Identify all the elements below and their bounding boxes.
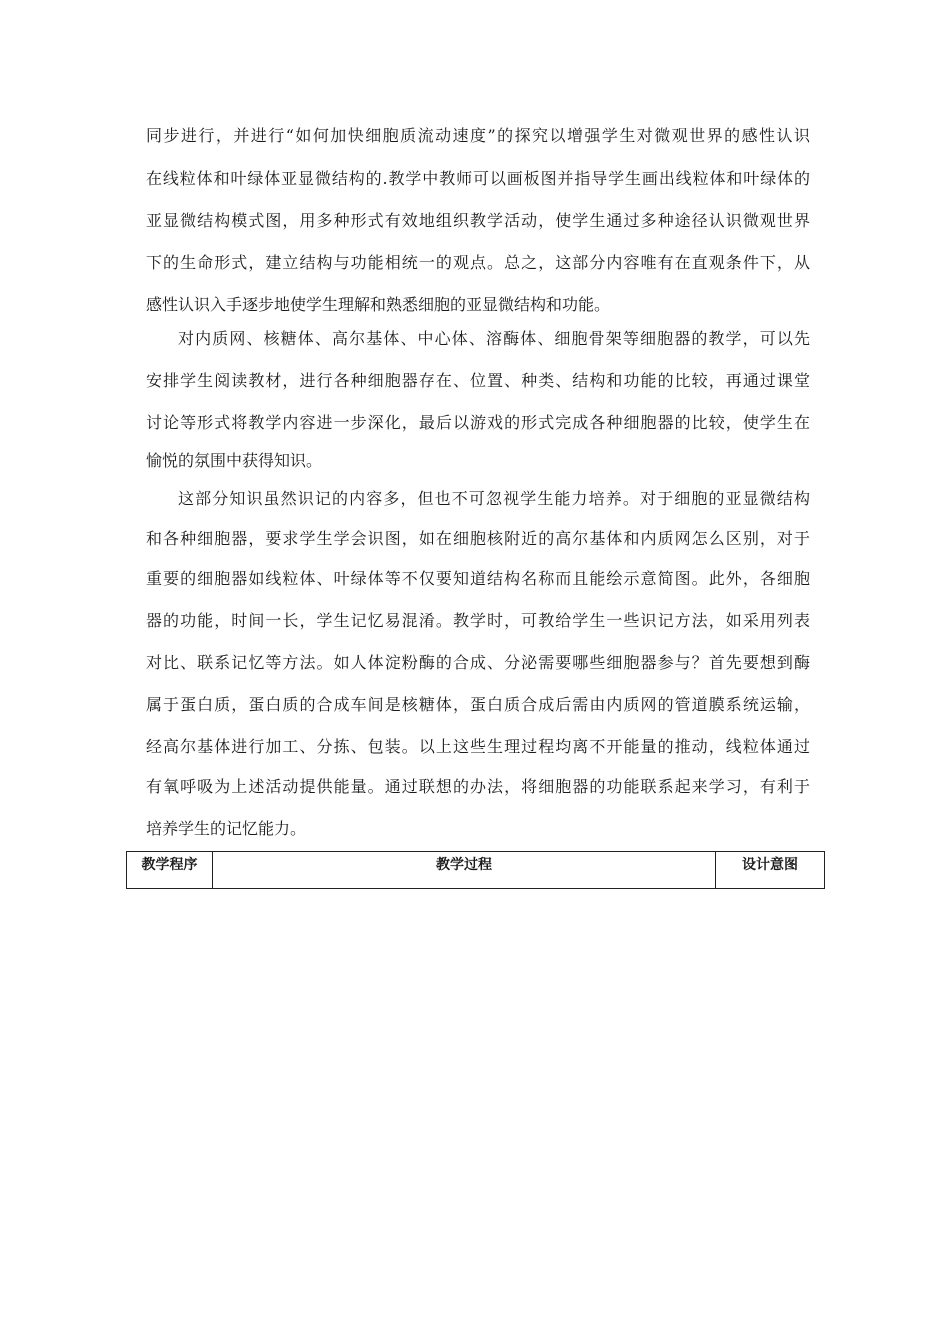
paragraph-3-line-2: 和各种细胞器，要求学生学会识图，如在细胞核附近的高尔基体和内质网怎么区别，对于 <box>146 529 810 548</box>
paragraph-1-line-1: 同步进行，并进行“如何加快细胞质流动速度”的探究以增强学生对微观世界的感性认识 <box>146 126 810 145</box>
paragraph-3-line-7: 经高尔基体进行加工、分拣、包装。以上这些生理过程均离不开能量的推动，线粒体通过 <box>146 737 810 756</box>
table-header-row <box>127 852 825 889</box>
paragraph-3-line-6: 属于蛋白质，蛋白质的合成车间是核糖体，蛋白质合成后需由内质网的管道膜系统运输， <box>146 695 810 714</box>
paragraph-2-line-4: 愉悦的氛围中获得知识。 <box>146 451 323 470</box>
paragraph-2-line-2: 安排学生阅读教材，进行各种细胞器存在、位置、种类、结构和功能的比较，再通过课堂 <box>146 371 810 390</box>
lesson-plan-table <box>126 851 825 889</box>
header-design-intent: 设计意图 <box>716 852 825 889</box>
header-teaching-procedure: 教学程序 <box>127 852 213 889</box>
paragraph-2-line-1: 对内质网、核糖体、高尔基体、中心体、溶酶体、细胞骨架等细胞器的教学，可以先 <box>178 329 810 348</box>
paragraph-1-line-4: 下的生命形式，建立结构与功能相统一的观点。总之，这部分内容唯有在直观条件下，从 <box>146 253 810 272</box>
header-teaching-process: 教学过程 <box>213 852 716 889</box>
paragraph-3-line-3: 重要的细胞器如线粒体、叶绿体等不仅要知道结构名称而且能绘示意简图。此外，各细胞 <box>146 569 810 588</box>
paragraph-1-line-5: 感性认识入手逐步地使学生理解和熟悉细胞的亚显微结构和功能。 <box>146 295 611 314</box>
paragraph-3-line-8: 有氧呼吸为上述活动提供能量。通过联想的办法，将细胞器的功能联系起来学习，有利于 <box>146 777 810 796</box>
paragraph-1-line-2: 在线粒体和叶绿体亚显微结构的.教学中教师可以画板图并指导学生画出线粒体和叶绿体的 <box>146 169 810 188</box>
paragraph-3-line-1: 这部分知识虽然识记的内容多，但也不可忽视学生能力培养。对于细胞的亚显微结构 <box>178 489 810 508</box>
paragraph-3-line-9: 培养学生的记忆能力。 <box>146 819 307 838</box>
paragraph-3-line-4: 器的功能，时间一长，学生记忆易混淆。教学时，可教给学生一些识记方法，如采用列表 <box>146 611 810 630</box>
paragraph-2-line-3: 讨论等形式将教学内容进一步深化，最后以游戏的形式完成各种细胞器的比较，使学生在 <box>146 413 810 432</box>
paragraph-1-line-3: 亚显微结构模式图，用多种形式有效地组织教学活动，使学生通过多种途径认识微观世界 <box>146 211 810 230</box>
paragraph-3-line-5: 对比、联系记忆等方法。如人体淀粉酶的合成、分泌需要哪些细胞器参与？首先要想到酶 <box>146 653 810 672</box>
